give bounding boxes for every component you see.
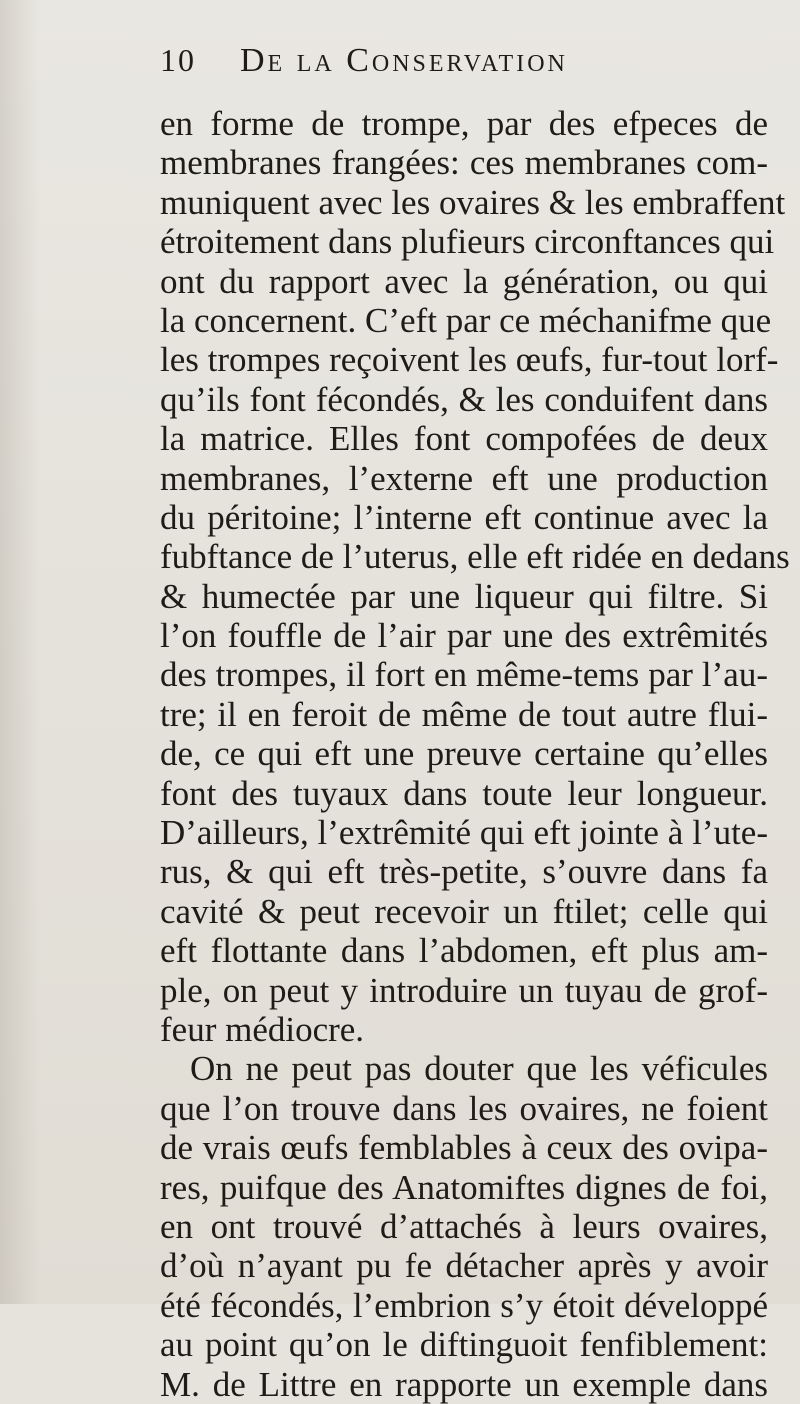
page-number: 10 — [160, 42, 196, 78]
text-line: M. de Littre en rapporte un exemple dans — [160, 1364, 768, 1404]
text-line: étroitement dans plufieurs circonftances qui — [160, 222, 775, 262]
text-line: membranes frangées: ces membranes com- — [160, 143, 768, 183]
text-line: qu’ils font fécondés, & les conduifent dans — [160, 379, 768, 419]
text-line: du péritoine; l’interne eft continue avec la — [160, 497, 768, 537]
text-line: l’on fouffle de l’air par une des extrêmités — [160, 616, 768, 656]
page-gutter-shadow — [0, 0, 40, 1304]
text-line: font des tuyaux dans toute leur longueur. — [160, 773, 768, 813]
text-line: muniquent avec les ovaires & les embraffent — [160, 182, 786, 222]
paragraph-start-line: On ne peut pas douter que les véficules — [190, 1049, 768, 1089]
text-line: la matrice. Elles font compofées de deux — [160, 419, 768, 459]
text-line: ont du rapport avec la génération, ou qui — [160, 261, 768, 301]
text-line: tre; il en feroit de même de tout autre flui- — [160, 694, 768, 734]
text-line: ple, on peut y introduire un tuyau de grof- — [160, 970, 768, 1010]
text-line: cavité & peut recevoir un ftilet; celle qui — [160, 891, 768, 931]
text-line: au point qu’on le diftinguoit fenfiblement: — [160, 1325, 768, 1365]
body-text — [160, 104, 790, 1404]
text-line: de vrais œufs femblables à ceux des ovipa- — [160, 1128, 768, 1168]
text-line: fubftance de l’uterus, elle eft ridée en dedans — [160, 537, 790, 577]
text-line: res, puifque des Anatomiftes dignes de foi, — [160, 1167, 768, 1207]
text-line: membranes, l’externe eft une production — [160, 458, 768, 498]
running-head — [160, 38, 760, 82]
text-line: la concernent. C’eft par ce méchanifme que — [160, 300, 772, 340]
text-line: que l’on trouve dans les ovaires, ne foient — [160, 1088, 768, 1128]
text-line: rus, & qui eft très-petite, s’ouvre dans fa — [160, 852, 768, 892]
running-title: De la Conservation — [240, 42, 568, 79]
text-line: D’ailleurs, l’extrêmité qui eft jointe à l’ute- — [160, 813, 768, 853]
text-line: d’où n’ayant pu fe détacher après y avoir — [160, 1246, 768, 1286]
text-line: eft flottante dans l’abdomen, eft plus am- — [160, 931, 768, 971]
text-line: en ont trouvé d’attachés à leurs ovaires, — [160, 1206, 768, 1246]
text-line: de, ce qui eft une preuve certaine qu’elles — [160, 734, 768, 774]
text-line: été fécondés, l’embrion s’y étoit développé — [160, 1285, 768, 1325]
text-line: des trompes, il fort en même-tems par l’au- — [160, 655, 768, 695]
text-line: les trompes reçoivent les œufs, fur-tout lorf- — [160, 340, 779, 380]
paragraph-end-line: feur médiocre. — [160, 1009, 365, 1049]
text-line: en forme de trompe, par des efpeces de — [160, 104, 768, 143]
text-line: & humectée par une liqueur qui filtre. Si — [160, 576, 768, 616]
